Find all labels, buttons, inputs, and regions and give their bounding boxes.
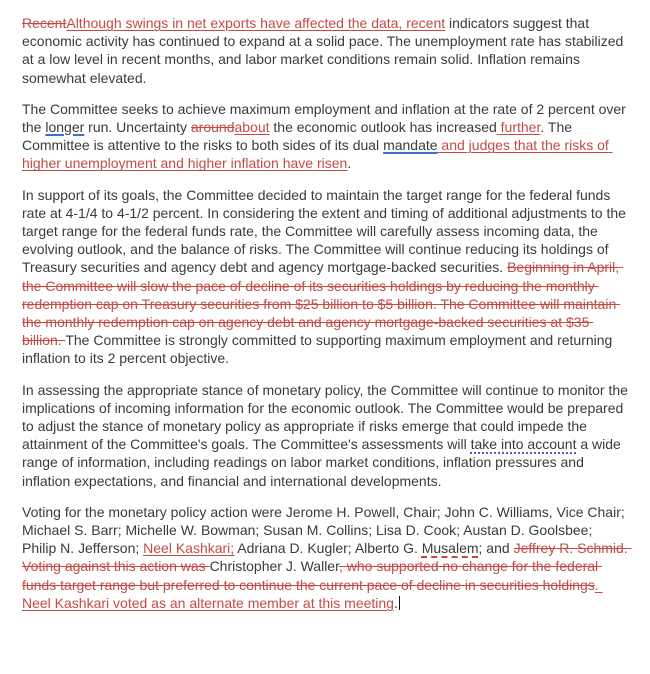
text-run-normal: a wide range of information, including readings on labor market conditions, inflation pressures and inflation expectations, and financial and international developments. — [22, 436, 625, 489]
text-run-del: around — [190, 119, 235, 136]
text-run-ins: Although swings in net exports have affected the data, recent — [66, 15, 446, 31]
text-run-normal: In support of its goals, the Committee decided to maintain the target range for the federal funds rate at 4-1/4 to 4-1/2 percent. In considering the extent and timing of additional adjustments to the target range for the federal funds rate, the Committee will carefully assess incoming data, the evolving outlook, and the balance of risks. The Committee will continue reducing its holdings of Treasury securities and agency debt and agency mortgage-backed securities. — [22, 186, 630, 276]
text-run-ins: further — [496, 119, 541, 136]
paragraph-5 — [22, 503, 632, 612]
text-run-normal: indicators suggest that economic activity has continued to expand at a solid pace. The unemployment rate has stabilized at a low level in recent months, and labor market conditions remain solid. Inflation remains somewhat elevated. — [22, 15, 628, 86]
paragraph-4 — [22, 381, 632, 490]
text-cursor — [399, 596, 401, 610]
text-run-ins: Neel Kashkari; — [143, 540, 235, 557]
text-run-del: , who supported no change for the federal funds target range but preferred to continue the current pace of decline in securities holdings — [22, 558, 603, 593]
text-run-ins: and judges that the risks of higher unemployment and higher inflation have risen — [22, 137, 613, 172]
text-run-spell: Musalem — [421, 540, 479, 557]
text-run-normal: Christopher J. Waller — [209, 558, 339, 575]
text-run-normal: run. Uncertainty — [84, 119, 191, 136]
text-run-grammar: take into account — [470, 436, 577, 453]
paragraph-2 — [22, 100, 628, 173]
text-run-del: Recent — [22, 15, 67, 31]
text-run-normal: . — [347, 155, 352, 172]
text-run-normal: The Committee is strongly committed to supporting maximum employment and returning inflation to its 2 percent objective. — [22, 332, 617, 367]
paragraph-3 — [22, 186, 628, 368]
text-run-normal: . — [393, 594, 398, 611]
text-run-normal: In assessing the appropriate stance of monetary policy, the Committee will continue to monitor the implications of incoming information for the economic outlook. The Committee would be prepared to adjust the stance of monetary policy as appropriate if risks emerge that could impede the attainment of the Committee's goals. The Committee's assessments will — [22, 381, 632, 453]
text-run-del: Jeffrey R. Schmid. Voting against this action was — [22, 540, 632, 575]
text-run-del: Beginning in April, the Committee will slow the pace of decline of its securities holdings by reducing the monthly redemption cap on Treasury securities from $25 billion to $5 billion. The Committee will maintain the monthly redemption cap on agency debt and agency mortgage-backed securities at $35 billion. — [22, 259, 624, 349]
text-run-normal: Voting for the monetary policy action were Jerome H. Powell, Chair; John C. Williams, Vice Chair; Michael S. Barr; Michelle W. Bowman; Susan M. Collins; Lisa D. Cook; Austan D. Goolsbee; Philip N. Jefferson; — [22, 503, 629, 557]
paragraph-1 — [22, 14, 628, 87]
text-run-normal: . The Committee is attentive to the risks to both sides of its dual — [22, 119, 576, 154]
text-run-normal: The Committee seeks to achieve maximum employment and inflation at the rate of 2 percent over the — [22, 100, 630, 136]
text-run-blue: mandate — [383, 137, 438, 154]
text-run-ins: about — [234, 119, 270, 136]
text-run-ins: . Neel Kashkari voted as an alternate member at this meeting — [22, 576, 603, 611]
text-run-normal: the economic outlook has increased — [269, 119, 497, 136]
text-run-normal: Adriana D. Kugler; Alberto G. — [234, 540, 422, 557]
text-run-normal: ; and — [478, 540, 514, 557]
text-run-blue: longer — [45, 119, 85, 136]
